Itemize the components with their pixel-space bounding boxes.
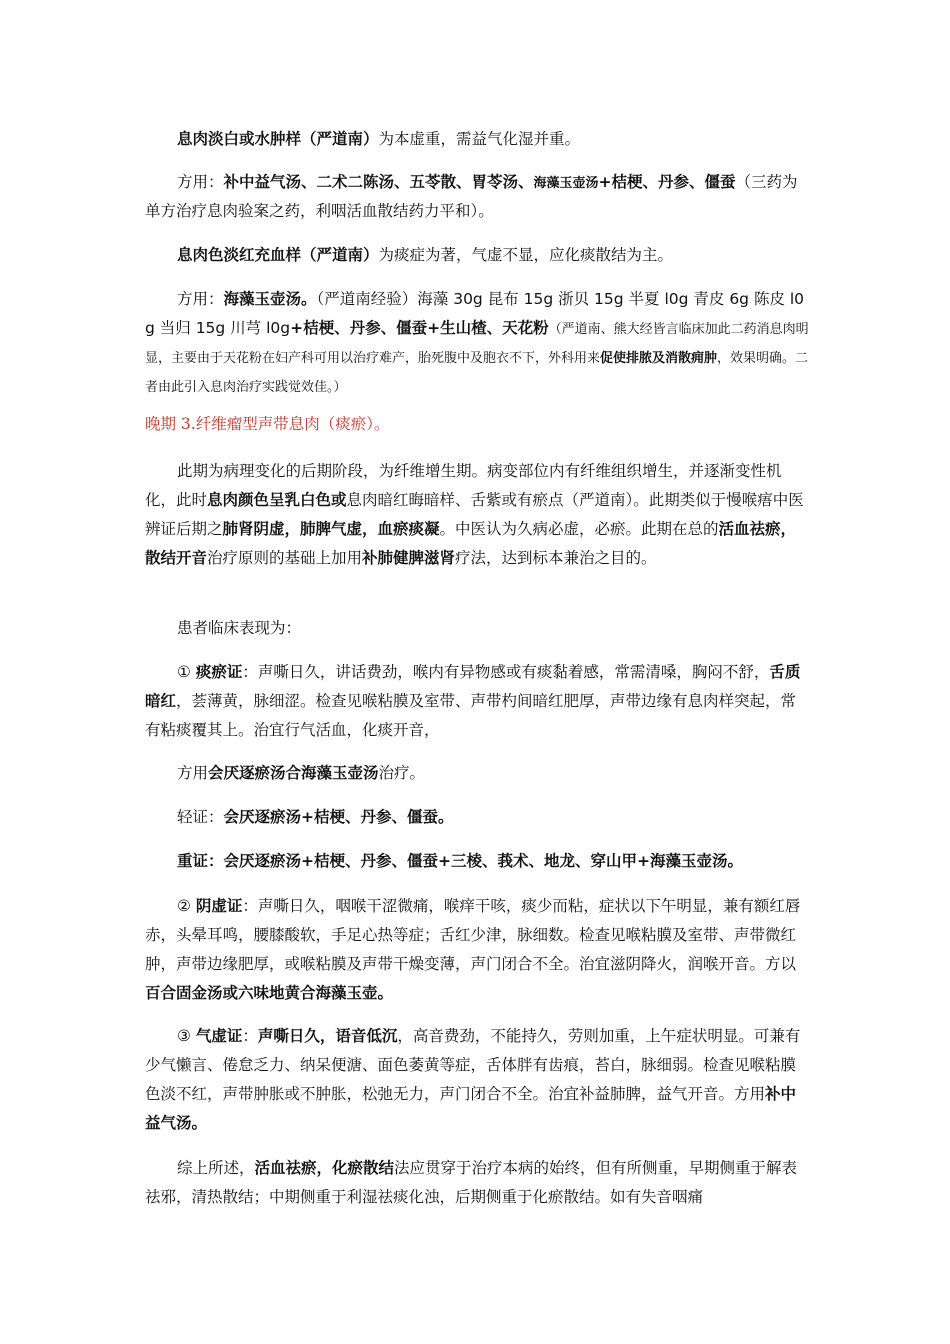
- paragraph-pale-polyp: 息肉淡白或水肿样（严道南）为本虚重，需益气化湿并重。: [177, 129, 581, 148]
- paragraph-prescription-2: 方用：海藻玉壶汤。（严道南经验）海藻 30g 昆布 15g 浙贝 15g 半夏 l0g 青皮 6g 陈皮 l0g 当归 15g 川芎 l0g+桔梗、丹参、僵蚕+生山楂、天花粉（严道南、熊大经皆言临床加此二药消息肉明显，主要由于天花粉在妇产科可用以治疗难产，胎死腹中及胞衣不下，外科用来促使排脓及消散痈肿，效果明确。二者由此引入息肉治疗实践觉效佳。）: [145, 290, 809, 395]
- pale-polyp-heading: 息肉淡白或水肿样（严道南）: [177, 129, 379, 148]
- paragraph-yin-deficiency: ② 阴虚证：声嘶日久，咽喉干涩微痛，喉痒干咳，痰少而粘，症状以下午明显，兼有额红唇赤，头晕耳鸣，腰膝酸软，手足心热等症；舌红少津，脉细数。检查见喉粘膜及室带、声带微红肿，声带边缘肥厚，或喉粘膜及声带干燥变薄，声门闭合不全。治宜滋阴降火，润喉开音。方以百合固金汤或六味地黄合海藻玉壶。: [145, 897, 801, 1002]
- paragraph-severe-case: 重证：会厌逐瘀汤+桔梗、丹参、僵蚕+三棱、莪术、地龙、穿山甲+海藻玉壶汤。: [177, 852, 743, 870]
- paragraph-mild-case: 轻证：会厌逐瘀汤+桔梗、丹参、僵蚕。: [177, 808, 454, 826]
- paragraph-phlegm-stasis: ① 痰瘀证：声嘶日久，讲话费劲，喉内有异物感或有痰黏着感，常需清嗓，胸闷不舒，舌质暗红，荟薄黄，脉细涩。检查见喉粘膜及室带、声带杓间暗红肥厚，声带边缘有息肉样突起，常有粘痰覆其上。治宜行气活血，化痰开音，: [145, 663, 801, 739]
- paragraph-prescription-1: 方用：补中益气汤、二术二陈汤、五苓散、胃苓汤、海藻玉壶汤+桔梗、丹参、僵蚕（三药为单方治疗息肉验案之药，利咽活血散结药力平和）。: [145, 173, 798, 220]
- paragraph-clinical-intro: 患者临床表现为：: [177, 619, 302, 637]
- paragraph-late-stage: 此期为病理变化的后期阶段，为纤维增生期。病变部位内有纤维组织增生，并逐渐变性机化，此时息肉颜色呈乳白色或息肉暗红晦暗样、舌紫或有瘀点（严道南）。此期类似于慢喉痦中医辨证后期之肺肾阴虚，肺脾气虚，血瘀痰凝。中医认为久病必虚，必瘀。此期在总的活血祛瘀，散结开音治疗原则的基础上加用补肺健脾滋肾疗法，达到标本兼治之目的。: [145, 462, 804, 567]
- paragraph-summary: 综上所述，活血祛瘀，化瘀散结法应贯穿于治疗本病的始终，但有所侧重，早期侧重于解表祛邪，清热散结；中期侧重于利湿祛痰化浊，后期侧重于化瘀散结。如有失音咽痛: [145, 1159, 798, 1206]
- red-polyp-heading: 息肉色淡红充血样（严道南）: [177, 245, 379, 264]
- paragraph-prescription-3: 方用会厌逐瘀汤合海藻玉壶汤治疗。: [177, 764, 426, 782]
- section-heading-late-stage: 晚期 3.纤维瘤型声带息肉（痰瘀）。: [145, 415, 390, 433]
- paragraph-qi-deficiency: ③ 气虚证：声嘶日久，语音低沉，高音费劲，不能持久，劳则加重，上午症状明显。可兼有少气懒言、倦怠乏力、纳呆便溏、面色萎黄等症，舌体胖有齿痕，苔白，脉细弱。检查见喉粘膜色淡不红，声带肿胀或不肿胀，松弛无力，声门闭合不全。治宜补益肺脾，益气开音。方用补中益气汤。: [145, 1027, 801, 1132]
- paragraph-red-polyp: 息肉色淡红充血样（严道南）为痰症为著，气虚不显，应化痰散结为主。: [177, 245, 674, 264]
